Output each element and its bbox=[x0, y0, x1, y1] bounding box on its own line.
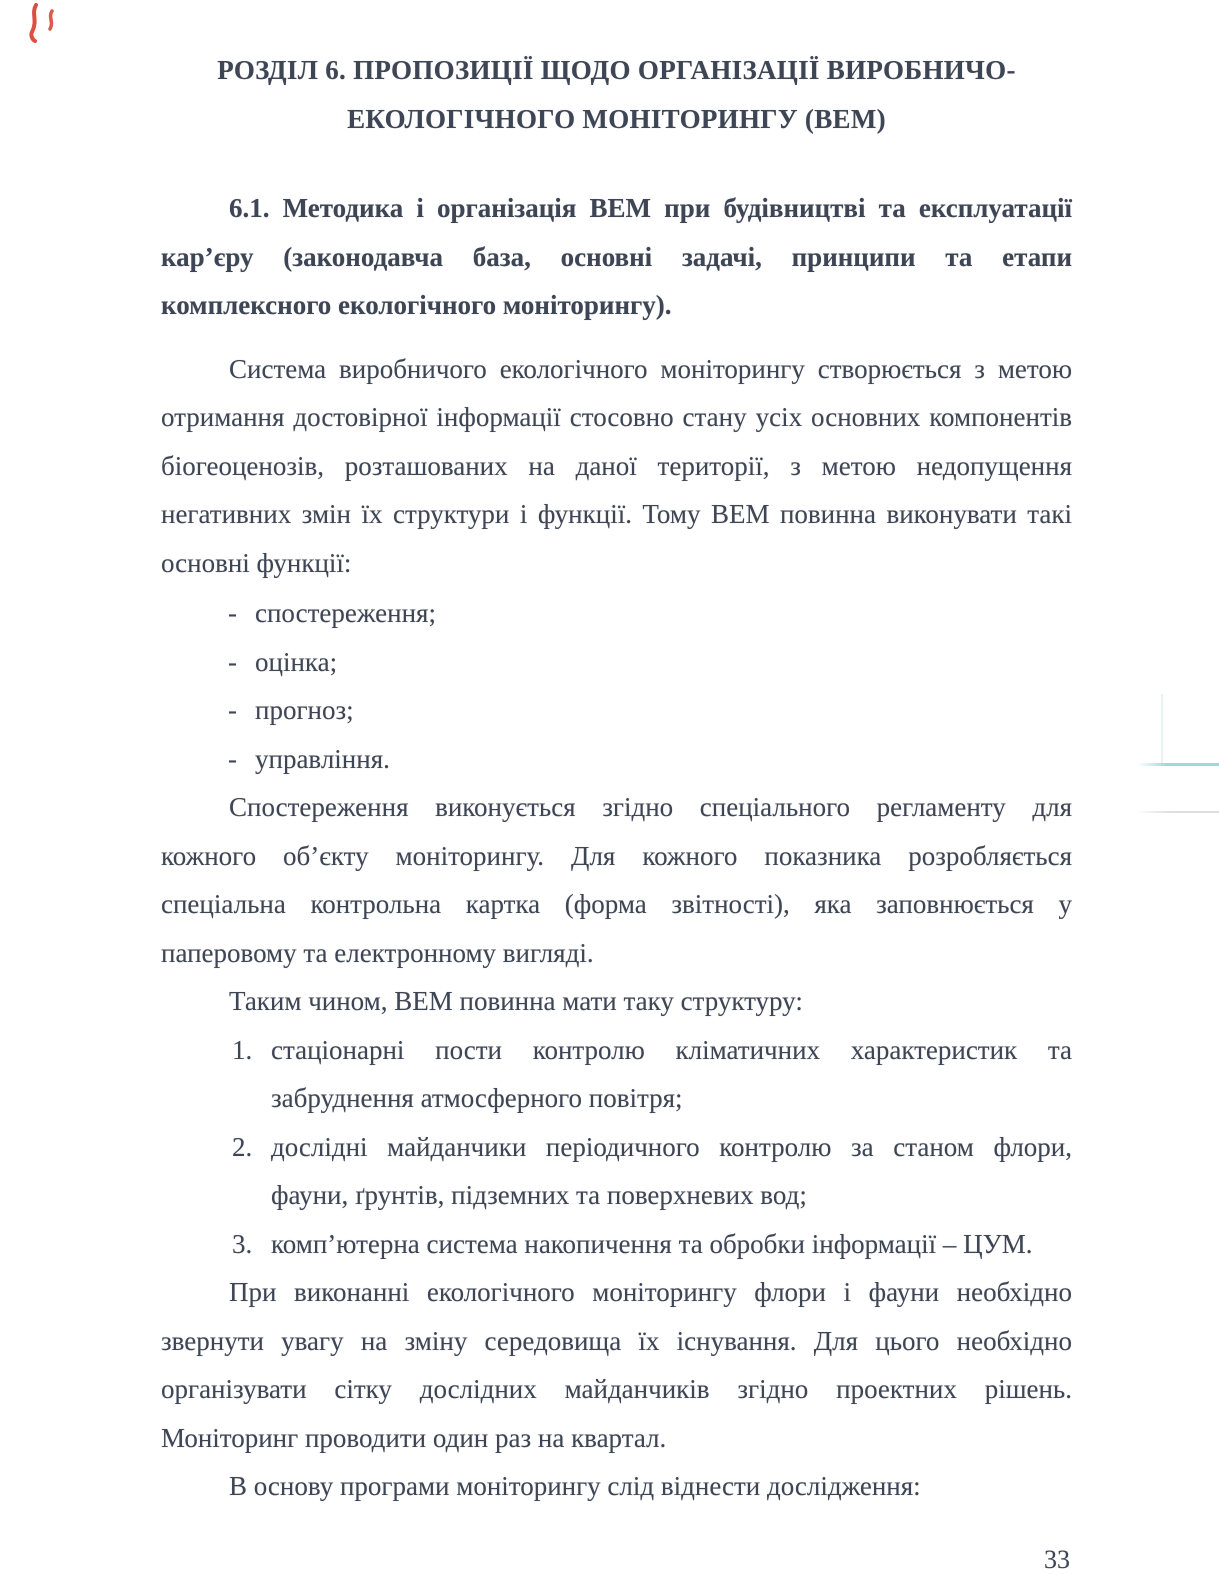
paragraph bbox=[161, 345, 1072, 588]
page-number: 33 bbox=[1044, 1544, 1070, 1574]
text-line: основні функції: bbox=[161, 547, 352, 578]
dash-bullet: - bbox=[228, 646, 237, 677]
text-line: В основу програми моніторингу слід віднести дослідження: bbox=[229, 1471, 921, 1501]
scan-artifact-vertical-line bbox=[1161, 694, 1163, 764]
text-line: фауни, ґрунтів, підземних та поверхневих вод; bbox=[271, 1180, 807, 1210]
text-line: біогеоценозів, розташованих на даної території, з метою недопущення bbox=[161, 450, 1072, 481]
text-line: Система виробничого екологічного моніторингу створюється з метою bbox=[229, 353, 1072, 384]
text-line: кожного об’єкту моніторингу. Для кожного показника розробляється bbox=[161, 840, 1072, 871]
list-item bbox=[232, 1220, 1072, 1269]
list-item bbox=[228, 589, 1072, 638]
list-item-text bbox=[271, 1026, 1072, 1123]
structure-numbered-list bbox=[161, 1026, 1072, 1269]
dash-bullet: - bbox=[228, 598, 237, 628]
text-line: Таким чином, ВЕМ повинна мати таку структуру: bbox=[229, 986, 803, 1016]
paragraph bbox=[161, 977, 1072, 1026]
text-line: 6.1. Методика і організація ВЕМ при будівництві та експлуатації bbox=[229, 193, 1072, 223]
text-line: РОЗДІЛ 6. ПРОПОЗИЦІЇ ЩОДО ОРГАНІЗАЦІЇ ВИРОБНИЧО- bbox=[217, 55, 1016, 85]
text-line: забруднення атмосферного повітря; bbox=[271, 1083, 683, 1113]
list-item-text bbox=[271, 1123, 1072, 1220]
paragraph bbox=[161, 1462, 1072, 1511]
list-item-number: 2. bbox=[232, 1131, 253, 1162]
list-item-number: 3. bbox=[232, 1228, 253, 1259]
text-line: стаціонарні пости контролю кліматичних характеристик та bbox=[271, 1034, 1072, 1065]
paragraph bbox=[161, 1268, 1072, 1462]
text-line: негативних змін їх структури і функції. Тому ВЕМ повинна виконувати такі bbox=[161, 499, 1072, 529]
list-item-text bbox=[271, 1220, 1072, 1269]
list-item-label: спостереження; bbox=[255, 598, 436, 628]
list-item bbox=[228, 638, 1072, 687]
functions-dash-list bbox=[161, 589, 1072, 783]
list-item bbox=[232, 1123, 1072, 1220]
list-item-label: управління. bbox=[255, 743, 390, 774]
text-column bbox=[161, 46, 1072, 1574]
list-item bbox=[228, 735, 1072, 784]
scan-artifact-teal-line bbox=[1138, 763, 1219, 766]
text-line: спеціальна контрольна картка (форма звітності), яка заповнюється у bbox=[161, 889, 1072, 919]
list-item-label: оцінка; bbox=[255, 646, 338, 677]
text-line: звернути увагу на зміну середовища їх існування. Для цього необхідно bbox=[161, 1325, 1072, 1356]
text-line: ЕКОЛОГІЧНОГО МОНІТОРИНГУ (ВЕМ) bbox=[347, 103, 886, 134]
paragraph bbox=[161, 783, 1072, 977]
text-line: комплексного екологічного моніторингу). bbox=[161, 290, 672, 320]
section-heading bbox=[161, 184, 1072, 330]
list-item bbox=[228, 686, 1072, 735]
text-line: комп’ютерна система накопичення та обробки інформації – ЦУМ. bbox=[271, 1228, 1033, 1259]
text-line: дослідні майданчики періодичного контролю за станом флори, bbox=[271, 1131, 1072, 1162]
red-scan-mark-icon bbox=[26, 2, 70, 46]
list-item bbox=[232, 1026, 1072, 1123]
list-item-number: 1. bbox=[232, 1034, 253, 1065]
scan-artifact-gray-line bbox=[1136, 811, 1219, 813]
text-line: При виконанні екологічного моніторингу флори і фауни необхідно bbox=[229, 1277, 1072, 1307]
text-line: Спостереження виконується згідно спеціального регламенту для bbox=[229, 792, 1072, 822]
text-line: отримання достовірної інформації стосовно стану усіх основних компонентів bbox=[161, 402, 1072, 432]
text-line: Моніторинг проводити один раз на квартал. bbox=[161, 1422, 667, 1453]
text-line: кар’єру (законодавча база, основні задачі, принципи та етапи bbox=[161, 241, 1072, 272]
dash-bullet: - bbox=[228, 695, 237, 725]
dash-bullet: - bbox=[228, 743, 237, 774]
list-item-label: прогноз; bbox=[255, 695, 354, 725]
text-line: паперовому та електронному вигляді. bbox=[161, 937, 594, 968]
chapter-title bbox=[161, 46, 1072, 143]
text-line: організувати сітку дослідних майданчиків згідно проектних рішень. bbox=[161, 1374, 1072, 1404]
